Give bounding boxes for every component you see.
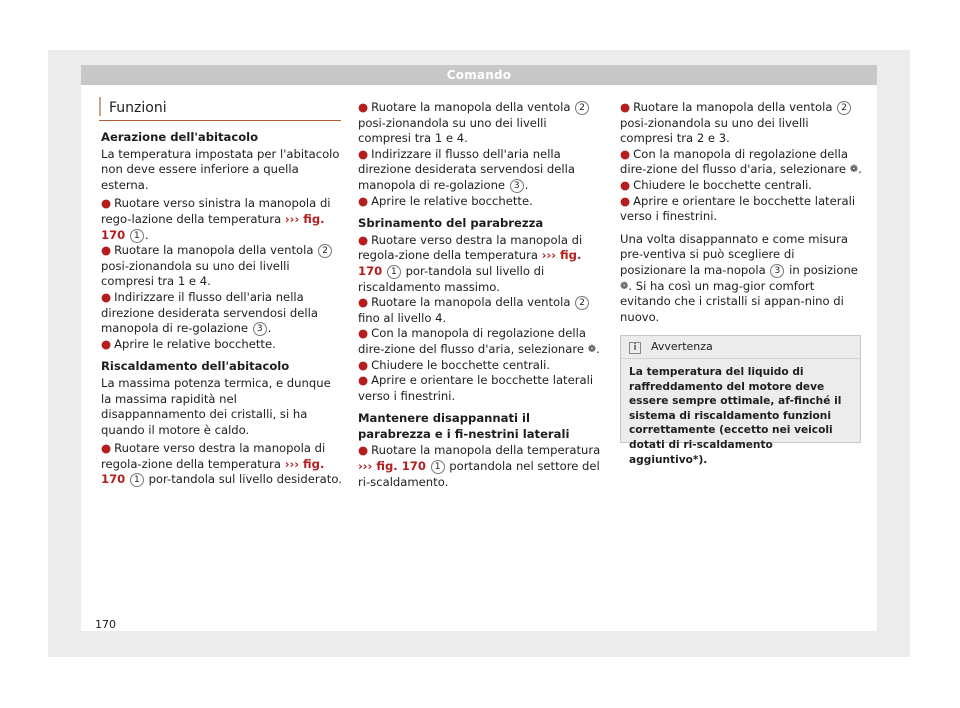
list-item: ● Aprire le relative bocchette. bbox=[358, 193, 533, 208]
callout-number: 1 bbox=[387, 265, 401, 279]
section-marker bbox=[99, 97, 101, 116]
bullet-icon: ● bbox=[101, 196, 112, 211]
list-item: ● Ruotare la manopola della temperatura ››› fig. 170 1 portandola nel settore del ri-scaldamento. bbox=[358, 443, 601, 489]
list-item: ● Chiudere le bocchette centrali. bbox=[620, 177, 812, 192]
column-1 bbox=[101, 130, 343, 488]
paragraph: Una volta disappannato e come misura pre-ventiva si può scegliere di posizionare la ma-nopola 3 in posizione ❁. Si ha così un mag-gior comfort evitando che i cristalli si appan-nino di nuovo. bbox=[620, 231, 858, 324]
figure-link[interactable]: ››› fig. 170 bbox=[358, 248, 582, 278]
document-page bbox=[81, 65, 877, 631]
list-item: ● Con la manopola di regolazione della dire-zione del flusso d'aria, selezionare ❁. bbox=[358, 326, 600, 356]
section-title-text: Funzioni bbox=[109, 100, 167, 116]
list-item: ● Aprire e orientare le bocchette laterali verso i finestrini. bbox=[620, 193, 856, 224]
section-title bbox=[99, 97, 339, 116]
column-2 bbox=[358, 100, 603, 490]
paragraph: La massima potenza termica, e dunque la massima rapidità nel disappannamento dei cristalli, si ha quando il motore è caldo. bbox=[101, 375, 331, 437]
bullet-icon: ● bbox=[620, 193, 631, 208]
list-item: ● Ruotare verso sinistra la manopola di rego-lazione della temperatura ››› fig. 170 1 . bbox=[101, 196, 331, 242]
bullet-icon: ● bbox=[620, 100, 631, 114]
callout-number: 2 bbox=[837, 101, 851, 115]
list-item: ● Aprire le relative bocchette. bbox=[101, 336, 276, 351]
callout-number: 3 bbox=[770, 264, 784, 278]
windshield-fan-icon: ❁ bbox=[849, 164, 859, 176]
figure-link[interactable]: ››› fig. 170 bbox=[101, 211, 325, 242]
list-item: ● Aprire e orientare le bocchette laterali verso i finestrini. bbox=[358, 373, 594, 403]
bullet-icon: ● bbox=[101, 336, 112, 351]
info-icon: i bbox=[629, 342, 641, 354]
bullet-icon: ● bbox=[358, 326, 369, 341]
warning-text: La temperatura del liquido di raffreddamento del motore deve essere sempre ottimale, af-finché il sistema di riscaldamento funzioni correttamente (eccetto nei veicoli dotati di ri-scaldamento aggiuntivo*). bbox=[629, 366, 842, 466]
section-divider bbox=[99, 120, 341, 121]
bullet-icon: ● bbox=[620, 146, 631, 161]
list-item: ● Ruotare la manopola della ventola 2 posi-zionandola su uno dei livelli compresi tra 2 e 3. bbox=[620, 100, 863, 147]
callout-number: 1 bbox=[130, 229, 144, 243]
bullet-icon: ● bbox=[101, 289, 112, 304]
list-item: ● Chiudere le bocchette centrali. bbox=[358, 357, 550, 372]
list-item: ● Indirizzare il flusso dell'aria nella direzione desiderata servendosi della manopola di re-golazione 3 . bbox=[101, 289, 318, 336]
warning-header bbox=[621, 336, 860, 359]
chapter-header: Comando bbox=[81, 65, 877, 85]
bullet-icon: ● bbox=[358, 146, 369, 161]
callout-number: 2 bbox=[318, 244, 332, 258]
callout-number: 1 bbox=[130, 473, 144, 487]
callout-number: 3 bbox=[253, 322, 267, 336]
bullet-icon: ● bbox=[358, 193, 369, 208]
heading-aerazione: Aerazione dell'abitacolo bbox=[101, 130, 259, 144]
bullet-icon: ● bbox=[101, 243, 112, 258]
defog-icon: ❁ bbox=[620, 280, 629, 292]
column-3 bbox=[620, 100, 863, 325]
list-item: ● Ruotare verso destra la manopola di regola-zione della temperatura ››› fig. 170 1 por-tandola sul livello di riscaldamento massimo. bbox=[358, 232, 583, 294]
bullet-icon: ● bbox=[358, 100, 369, 114]
list-item: ● Ruotare la manopola della ventola 2 posi-zionandola su uno dei livelli compresi tra 1 e 4. bbox=[358, 100, 603, 147]
warning-title: Avvertenza bbox=[651, 340, 713, 353]
heading-riscaldamento: Riscaldamento dell'abitacolo bbox=[101, 359, 290, 374]
warning-box bbox=[620, 335, 861, 466]
callout-number: 2 bbox=[575, 101, 589, 115]
heading-disappannati: Mantenere disappannati il parabrezza e i fi-nestrini laterali bbox=[358, 411, 570, 441]
list-item: ● Ruotare verso destra la manopola di regola-zione della temperatura ››› fig. 170 1 por-tandola sul livello desiderato. bbox=[101, 441, 342, 487]
bullet-icon: ● bbox=[358, 357, 369, 372]
list-item: ● Con la manopola di regolazione della dire-zione del flusso d'aria, selezionare ❁. bbox=[620, 146, 862, 177]
figure-link[interactable]: ››› fig. 170 bbox=[358, 459, 426, 474]
bullet-icon: ● bbox=[358, 373, 369, 388]
bullet-icon: ● bbox=[358, 295, 369, 310]
bullet-icon: ● bbox=[358, 443, 369, 458]
bullet-icon: ● bbox=[620, 177, 631, 192]
windshield-fan-icon: ❁ bbox=[587, 343, 597, 355]
heading-sbrinamento: Sbrinamento del parabrezza bbox=[358, 216, 544, 231]
list-item: ● Ruotare la manopola della ventola 2 posi-zionandola su uno dei livelli compresi tra 1 e 4. bbox=[101, 243, 343, 290]
callout-number: 1 bbox=[431, 460, 445, 474]
list-item: ● Ruotare la manopola della ventola 2 fino al livello 4. bbox=[358, 295, 603, 326]
bullet-icon: ● bbox=[101, 441, 112, 456]
paragraph: La temperatura impostata per l'abitacolo non deve essere inferiore a quella esterna. bbox=[101, 146, 340, 192]
callout-number: 3 bbox=[510, 179, 524, 193]
bullet-icon: ● bbox=[358, 232, 369, 247]
page-number: 170 bbox=[95, 618, 116, 631]
list-item: ● Indirizzare il flusso dell'aria nella direzione desiderata servendosi della manopola di re-golazione 3 . bbox=[358, 146, 575, 192]
figure-link[interactable]: ››› fig. 170 bbox=[101, 456, 325, 487]
callout-number: 2 bbox=[575, 296, 589, 310]
